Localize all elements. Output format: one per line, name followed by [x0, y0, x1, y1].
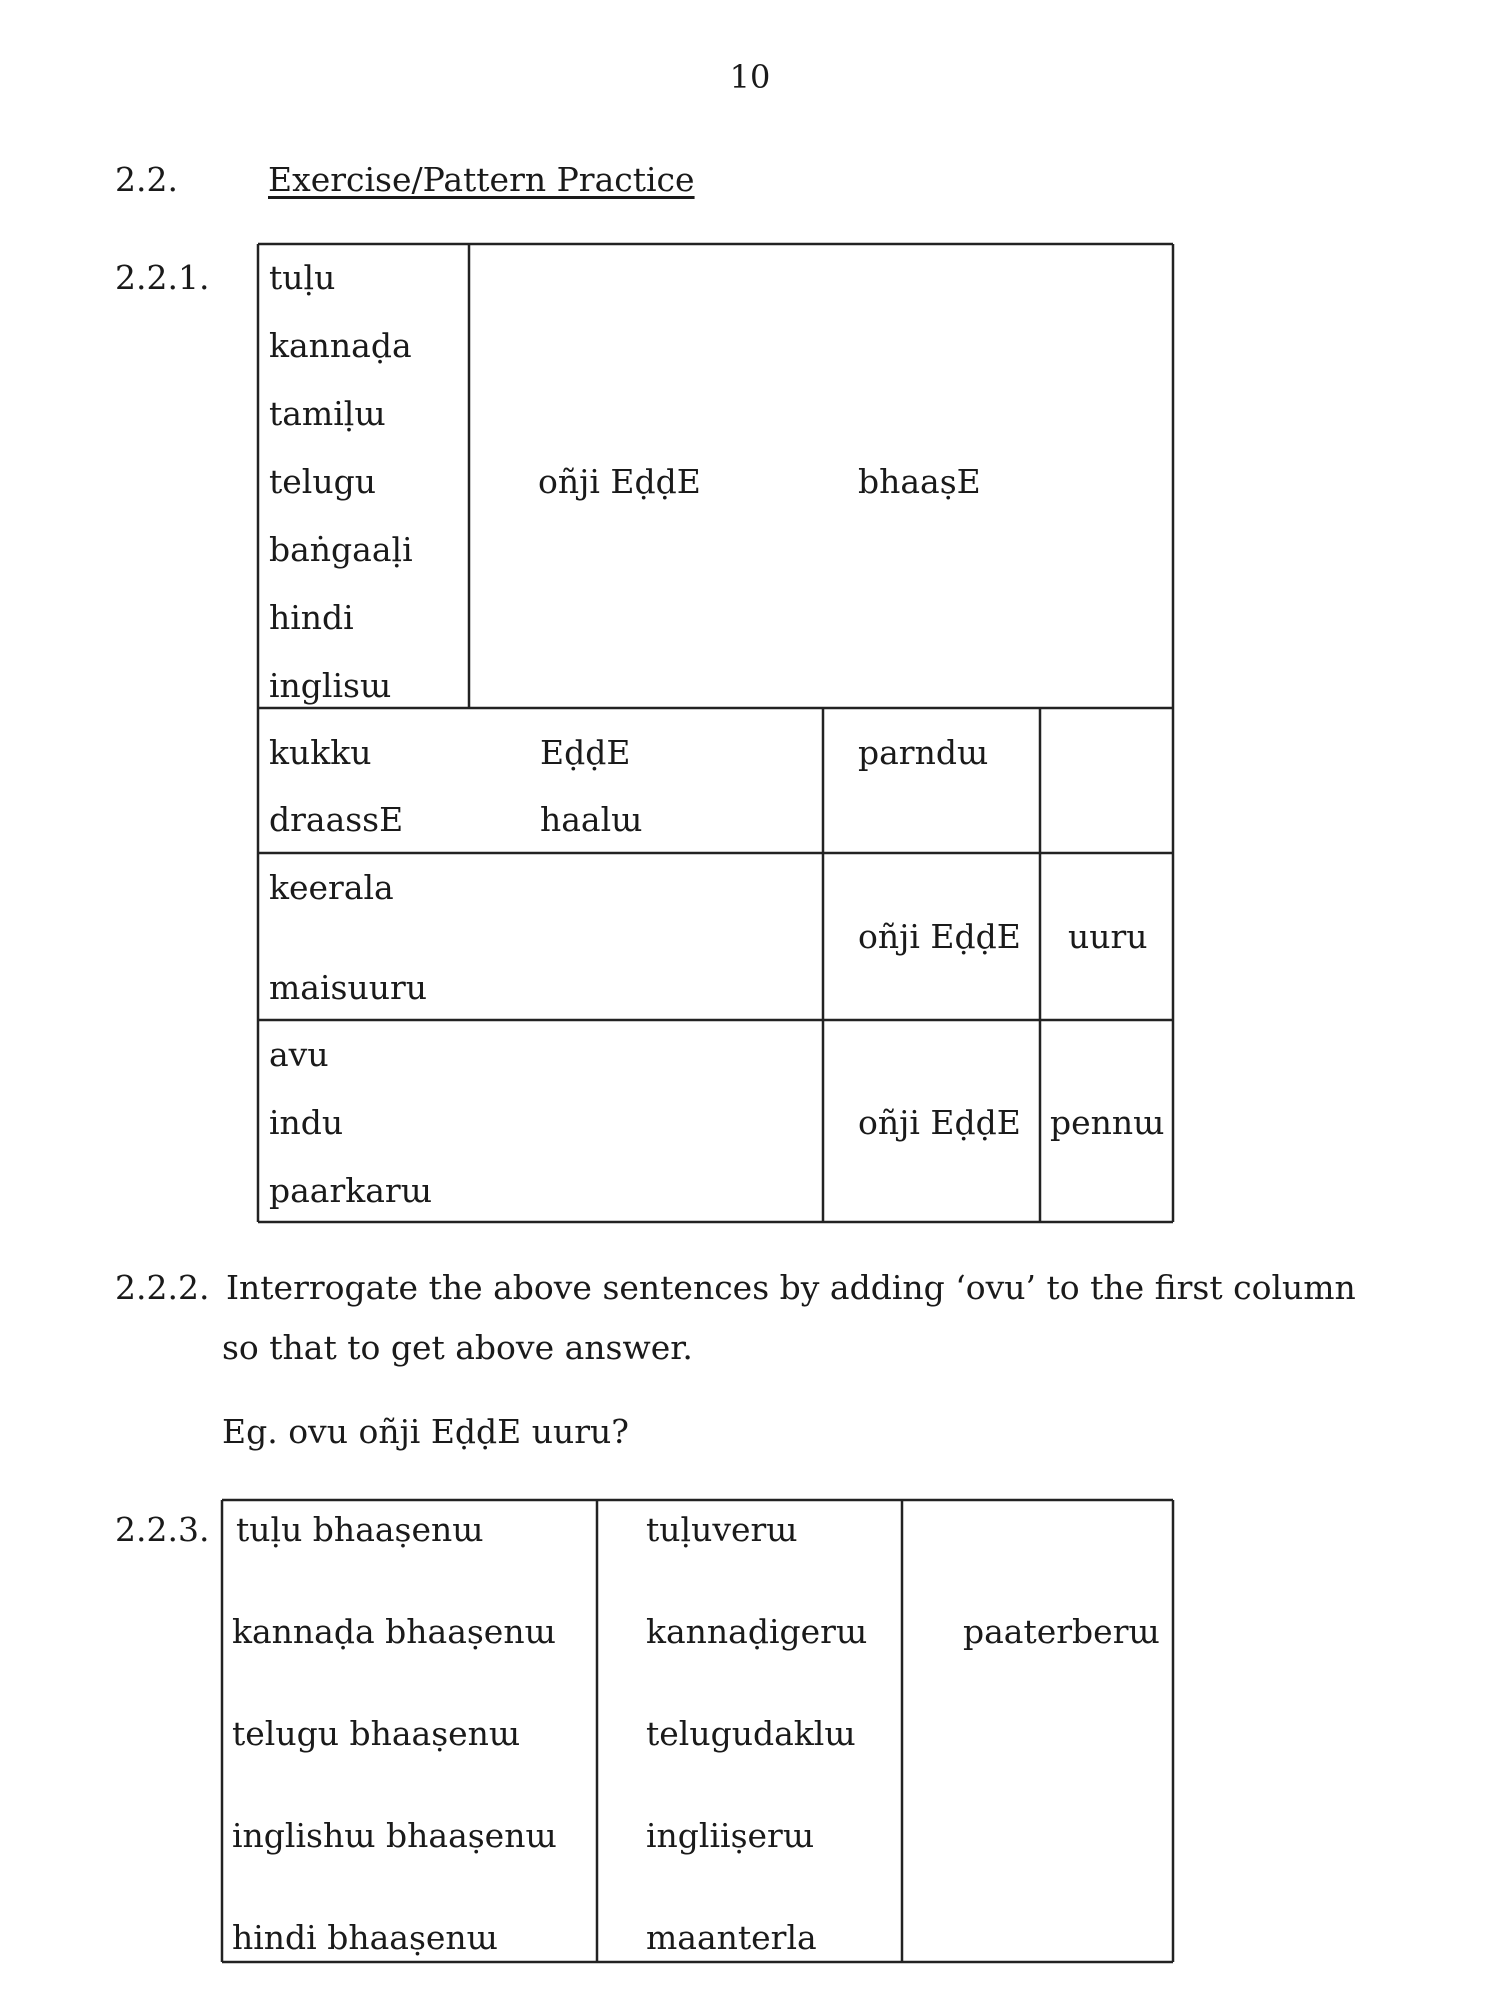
ex3-col2-item: maanterla — [646, 1918, 817, 1957]
ex3-col1-item: kannaḍa bhaaṣenɯ — [232, 1612, 556, 1651]
exercise-2-example: Eg. ovu oñji EḍḍE uuru? — [222, 1412, 629, 1451]
language-item: tamiḷɯ — [269, 394, 386, 433]
language-item: kannaḍa — [269, 326, 412, 365]
ex3-col1-item: telugu bhaaṣenɯ — [232, 1714, 521, 1753]
exercise-2-text-cont: so that to get above answer. — [222, 1328, 693, 1367]
language-item: hindi — [269, 598, 354, 637]
ex3-col1-item: inglishɯ bhaaṣenɯ — [232, 1816, 557, 1855]
ex3-col2-item: ingliiṣerɯ — [646, 1816, 815, 1855]
section-number: 2.2. — [115, 160, 178, 199]
exercise-3-label: 2.2.3. — [115, 1510, 210, 1549]
row1-phrase: oñji EḍḍE — [538, 462, 701, 501]
row3-item: keerala — [269, 868, 394, 907]
exercise-1-label: 2.2.1. — [115, 258, 210, 297]
row2-item: haalɯ — [540, 800, 643, 839]
language-item: telugu — [269, 462, 376, 501]
ex3-col2-item: telugudaklɯ — [646, 1714, 856, 1753]
exercise-2-label: 2.2.2. — [115, 1268, 210, 1307]
ex3-col1-item: hindi bhaaṣenɯ — [232, 1918, 498, 1957]
row2-item: EḍḍE — [540, 733, 631, 772]
ex3-col1-item: tuḷu bhaaṣenɯ — [236, 1510, 484, 1549]
row4-word: pennɯ — [1050, 1103, 1165, 1142]
exercise-2-text: Interrogate the above sentences by adding ‘ovu’ to the first column — [226, 1268, 1356, 1307]
row4-item: paarkarɯ — [269, 1171, 432, 1210]
ex3-col3-item: paaterberɯ — [963, 1612, 1160, 1651]
language-item: inglisɯ — [269, 666, 392, 705]
language-item: baṅgaaḷi — [269, 530, 413, 569]
section-title: Exercise/Pattern Practice — [268, 160, 695, 199]
row4-phrase: oñji EḍḍE — [858, 1103, 1021, 1142]
row3-word: uuru — [1068, 917, 1148, 956]
row1-word: bhaaṣE — [858, 462, 981, 501]
row4-item: indu — [269, 1103, 344, 1142]
row2-item: draassE — [269, 800, 404, 839]
page-number: 10 — [729, 58, 771, 96]
row2-item: kukku — [269, 733, 372, 772]
language-item: tuḷu — [269, 258, 336, 297]
row4-item: avu — [269, 1035, 329, 1074]
row2-verb: parndɯ — [858, 733, 989, 772]
row3-phrase: oñji EḍḍE — [858, 917, 1021, 956]
ex3-col2-item: kannaḍigerɯ — [646, 1612, 868, 1651]
row3-item: maisuuru — [269, 968, 427, 1007]
ex3-col2-item: tuḷuverɯ — [646, 1510, 798, 1549]
